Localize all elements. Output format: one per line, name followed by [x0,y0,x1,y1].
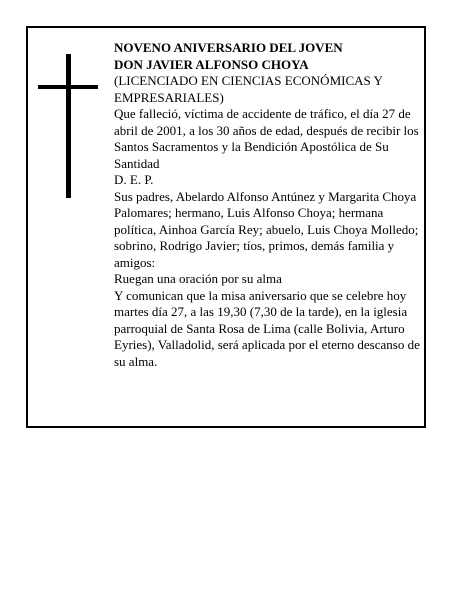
cross-horizontal-bar [38,85,98,89]
prayer-request-text: Ruegan una oración por su alma [114,271,282,286]
family-text: Sus padres, Abelardo Alfonso Antúnez y Margarita Choya Palomares; hermano, Luis Alfonso Choya; hermana política, Ainhoa García Rey; abuelo, Luis Choya Molledo; sobrino, Rodrigo Javier; tíos, primos, demás familia y amigos: [114,188,419,270]
profession-text: (LICENCIADO EN CIENCIAS ECONÓMICAS Y EMPRESARIALES) [114,73,383,105]
heading-line-1: NOVENO ANIVERSARIO DEL JOVEN [114,40,343,55]
obituary-text [114,40,422,370]
heading-line-2: DON JAVIER ALFONSO CHOYA [114,56,309,72]
cross-vertical-bar [66,54,71,198]
cross-icon [38,54,98,198]
obituary-notice-box [26,26,426,428]
rip-text: D. E. P. [114,172,154,187]
mass-announcement-text: Y comunican que la misa aniversario que se celebre hoy martes día 27, a las 19,30 (7,30 de la tarde), en la iglesia parroquial de Santa Rosa de Lima (calle Bolivia, Arturo Eyries), Valladolid, será aplicada por el eterno descanso de su alma. [114,287,420,369]
death-details-text: Que falleció, víctima de accidente de tráfico, el día 27 de abril de 2001, a los 30 años de edad, después de recibir los Santos Sacramentos y la Bendición Apostólica de Su Santidad [114,106,419,171]
